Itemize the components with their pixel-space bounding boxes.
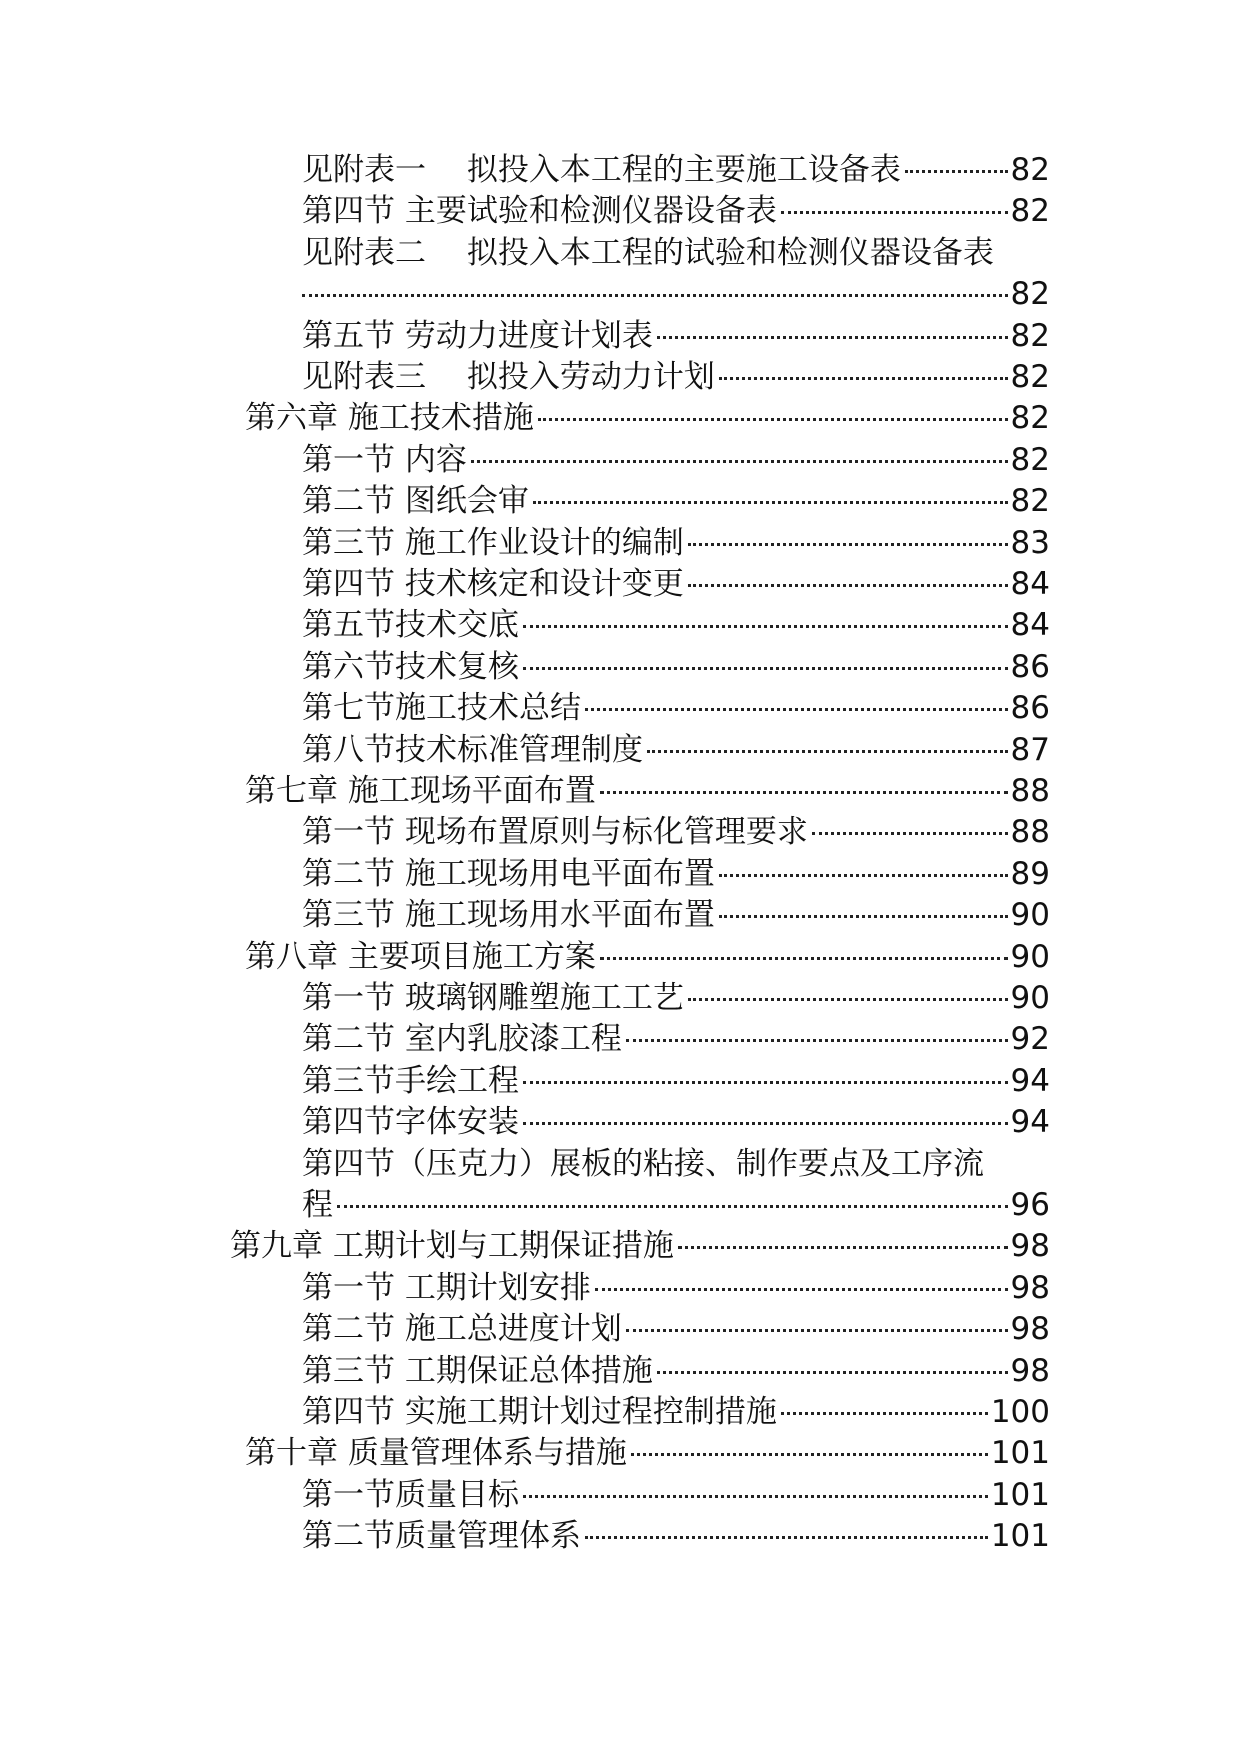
toc-entry-page: 92 <box>1010 1021 1050 1058</box>
toc-chapter-entry[interactable] <box>245 771 1050 811</box>
dot-leader <box>302 294 1008 297</box>
toc-entry-page: 94 <box>1010 1104 1050 1141</box>
toc-entry-page: 82 <box>1010 317 1050 354</box>
toc-entry-label: 第二节 室内乳胶漆工程 <box>302 1021 622 1058</box>
toc-entry-label: 第二节 施工总进度计划 <box>302 1311 622 1348</box>
toc-section-entry[interactable] <box>302 191 1050 231</box>
toc-section-entry[interactable] <box>302 978 1050 1018</box>
toc-entry-leader-line[interactable] <box>302 274 1050 314</box>
toc-section-entry[interactable] <box>302 1516 1050 1556</box>
toc-entry-page: 90 <box>1010 938 1050 975</box>
toc-entry-page: 101 <box>990 1476 1050 1513</box>
dot-leader <box>812 832 1008 835</box>
dot-leader <box>523 667 1008 670</box>
toc-section-entry[interactable] <box>302 730 1050 770</box>
toc-section-entry[interactable] <box>302 812 1050 852</box>
dot-leader <box>647 750 1008 753</box>
dot-leader <box>719 874 1008 877</box>
dot-leader <box>719 915 1008 918</box>
toc-entry-label: 第一节 玻璃钢雕塑施工工艺 <box>302 980 684 1016</box>
dot-leader <box>626 1039 1008 1042</box>
toc-section-entry[interactable] <box>302 895 1050 935</box>
toc-entry-label: 见附表三 拟投入劳动力计划 <box>302 359 715 395</box>
toc-chapter-entry[interactable] <box>230 1226 1050 1266</box>
toc-entry-page: 86 <box>1010 690 1050 727</box>
toc-entry[interactable] <box>302 233 994 273</box>
toc-section-entry[interactable] <box>302 481 1050 521</box>
toc-entry-label: 见附表一 拟投入本工程的主要施工设备表 <box>302 152 901 188</box>
toc-section-entry[interactable] <box>302 564 1050 604</box>
toc-entry-label: 第七节施工技术总结 <box>302 690 581 727</box>
toc-section-entry[interactable] <box>302 854 1050 894</box>
toc-entry-label: 第三节 工期保证总体措施 <box>302 1352 653 1389</box>
dot-leader <box>585 708 1008 711</box>
dot-leader <box>600 791 1008 794</box>
toc-entry-page: 96 <box>1010 1187 1050 1223</box>
toc-entry-label: 第四节 实施工期计划过程控制措施 <box>302 1394 777 1430</box>
toc-entry-label: 第五节 劳动力进度计划表 <box>302 317 653 354</box>
toc-entry-label: 第八节技术标准管理制度 <box>302 731 643 768</box>
dot-leader <box>678 1246 1008 1249</box>
toc-entry-label: 见附表二 拟投入本工程的试验和检测仪器设备表 <box>302 234 994 271</box>
toc-entry-continuation[interactable] <box>302 1185 1050 1225</box>
toc-entry-label: 第一节 现场布置原则与标化管理要求 <box>302 814 808 851</box>
dot-leader <box>585 1536 988 1539</box>
toc-entry-page: 82 <box>1010 441 1050 478</box>
toc-entry-label: 第八章 主要项目施工方案 <box>245 938 596 975</box>
toc-entry-page: 90 <box>1010 897 1050 934</box>
dot-leader <box>600 957 1008 960</box>
toc-section-entry[interactable] <box>302 1102 1050 1142</box>
dot-leader <box>626 1329 1008 1332</box>
dot-leader <box>595 1288 1008 1291</box>
dot-leader <box>781 1412 988 1415</box>
toc-entry-page: 88 <box>1010 814 1050 851</box>
toc-entry-page: 87 <box>1010 731 1050 768</box>
toc-section-entry[interactable] <box>302 1268 1050 1308</box>
toc-entry-page: 83 <box>1010 524 1050 561</box>
toc-entry-label: 第四节 主要试验和检测仪器设备表 <box>302 193 777 230</box>
toc-entry-label: 第三节 施工现场用水平面布置 <box>302 897 715 934</box>
dot-leader <box>471 460 1008 463</box>
dot-leader <box>337 1205 1008 1208</box>
dot-leader <box>523 1495 988 1498</box>
toc-chapter-entry[interactable] <box>245 1433 1050 1473</box>
toc-entry-page: 100 <box>990 1394 1050 1430</box>
toc-entry-page: 82 <box>1010 152 1050 188</box>
dot-leader <box>523 1081 1008 1084</box>
toc-entry-page: 82 <box>1010 483 1050 520</box>
toc-entry-label: 第一节 工期计划安排 <box>302 1269 591 1306</box>
toc-entry-label: 第三节手绘工程 <box>302 1062 519 1099</box>
dot-leader <box>688 998 1008 1001</box>
toc-section-entry[interactable] <box>302 357 1050 397</box>
toc-entry-page: 98 <box>1010 1269 1050 1306</box>
toc-entry-label: 第四节字体安装 <box>302 1104 519 1141</box>
toc-entry-label: 第二节质量管理体系 <box>302 1518 581 1555</box>
toc-entry-label: 第四节（压克力）展板的粘接、制作要点及工序流 <box>302 1145 984 1182</box>
dot-leader <box>657 1371 1008 1374</box>
toc-entry-page: 89 <box>1010 855 1050 892</box>
toc-entry-page: 84 <box>1010 607 1050 644</box>
toc-entry-page: 101 <box>990 1518 1050 1555</box>
dot-leader <box>781 211 1008 214</box>
toc-section-entry[interactable] <box>302 150 1050 190</box>
toc-entry-page: 94 <box>1010 1062 1050 1099</box>
toc-entry-label: 第五节技术交底 <box>302 607 519 644</box>
toc-entry-page: 90 <box>1010 980 1050 1016</box>
toc-entry-label-continuation: 程 <box>302 1187 333 1223</box>
toc-section-entry[interactable] <box>302 1309 1050 1349</box>
dot-leader <box>631 1453 988 1456</box>
toc-section-entry[interactable] <box>302 605 1050 645</box>
dot-leader <box>905 170 1008 173</box>
toc-entry-page: 86 <box>1010 648 1050 685</box>
toc-section-entry[interactable] <box>302 688 1050 728</box>
toc-entry-page: 84 <box>1010 566 1050 602</box>
toc-section-entry[interactable] <box>302 1061 1050 1101</box>
toc-section-entry[interactable] <box>302 1351 1050 1391</box>
dot-leader <box>657 336 1008 339</box>
dot-leader <box>719 377 1008 380</box>
toc-entry-label: 第六节技术复核 <box>302 648 519 685</box>
dot-leader <box>688 543 1008 546</box>
toc-entry-label: 第十章 质量管理体系与措施 <box>245 1435 627 1472</box>
toc-section-entry[interactable] <box>302 440 1050 480</box>
dot-leader <box>523 625 1008 628</box>
toc-entry-page: 82 <box>1010 276 1050 313</box>
dot-leader <box>688 584 1008 587</box>
dot-leader <box>523 1122 1008 1125</box>
toc-section-entry[interactable] <box>302 1392 1050 1432</box>
toc-entry-page: 88 <box>1010 773 1050 809</box>
toc-entry-page: 82 <box>1010 359 1050 395</box>
toc-chapter-entry[interactable] <box>245 398 1050 438</box>
toc-entry-label: 第一节 内容 <box>302 441 467 478</box>
toc-section-entry[interactable] <box>302 1019 1050 1059</box>
toc-section-entry[interactable] <box>302 316 1050 356</box>
toc-entry-label: 第六章 施工技术措施 <box>245 400 534 437</box>
toc-entry-page: 101 <box>990 1435 1050 1472</box>
toc-entry-label: 第二节 施工现场用电平面布置 <box>302 855 715 892</box>
toc-entry-label: 第九章 工期计划与工期保证措施 <box>230 1228 674 1265</box>
toc-entry-label: 第三节 施工作业设计的编制 <box>302 524 684 561</box>
toc-section-entry[interactable] <box>302 647 1050 687</box>
toc-entry-page: 98 <box>1010 1311 1050 1348</box>
dot-leader <box>538 418 1008 421</box>
toc-entry-label: 第一节质量目标 <box>302 1476 519 1513</box>
dot-leader <box>533 501 1008 504</box>
toc-chapter-entry[interactable] <box>245 937 1050 977</box>
toc-entry-page: 98 <box>1010 1352 1050 1389</box>
toc-entry-label: 第四节 技术核定和设计变更 <box>302 566 684 602</box>
toc-entry-page: 82 <box>1010 400 1050 437</box>
toc-entry[interactable] <box>302 1144 984 1184</box>
toc-section-entry[interactable] <box>302 523 1050 563</box>
toc-entry-page: 98 <box>1010 1228 1050 1265</box>
toc-entry-label: 第二节 图纸会审 <box>302 483 529 520</box>
toc-section-entry[interactable] <box>302 1475 1050 1515</box>
toc-entry-page: 82 <box>1010 193 1050 230</box>
toc-entry-label: 第七章 施工现场平面布置 <box>245 773 596 809</box>
